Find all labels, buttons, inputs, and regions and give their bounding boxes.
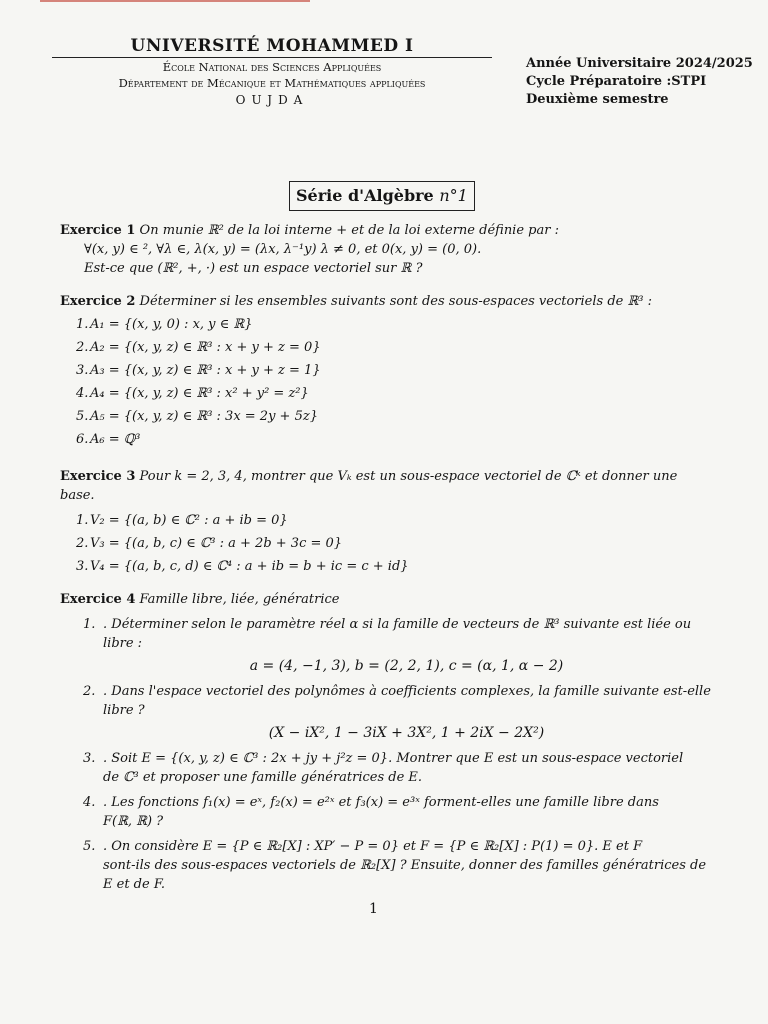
cycle: Cycle Préparatoire :STPI [526,74,707,89]
question-text: libre ? [103,703,145,718]
exercise-4-question-2 [60,682,710,743]
list-item [60,382,710,405]
header-rule [52,57,492,58]
item-number: 2. [76,536,89,551]
question-text: libre : [103,636,143,651]
item-number: 5. [76,409,89,424]
list-item [60,405,710,428]
question-text: . Déterminer selon le paramètre réel α si la famille de vecteurs de ℝ³ suivante est liée ou [103,617,692,632]
item-number: 4. [76,386,89,401]
series-title-number: n°1 [439,186,468,205]
exercise-1-line-2: ∀(x, y) ∈ ², ∀λ ∈, λ(x, y) = (λx, λ⁻¹y) λ ≠ 0, et 0(x, y) = (0, 0). [84,242,482,257]
series-title [289,181,475,211]
question-number: 4. [83,795,96,810]
exercise-2 [60,292,710,451]
item-text: A₂ = {(x, y, z) ∈ ℝ³ : x + y + z = 0} [90,340,321,355]
item-text: A₁ = {(x, y, 0) : x, y ∈ ℝ} [90,317,253,332]
question-number: 2. [83,684,96,699]
question-text: . Dans l'espace vectoriel des polynômes à coefficients complexes, la famille suivante est-elle [103,684,711,699]
question-text: . Les fonctions f₁(x) = eˣ, f₂(x) = e²ˣ et f₃(x) = e³ˣ forment-elles une famille libre dans [103,795,659,810]
page-number: 1 [369,901,378,917]
exercise-4-intro: Famille libre, liée, génératrice [139,592,340,607]
exercise-4-question-3 [60,749,710,787]
question-formula: (X − iX², 1 − 3iX + 3X², 1 + 2iX − 2X²) [268,725,545,741]
question-text: . On considère E = {P ∈ ℝ₂[X] : XP′ − P = 0} et F = {P ∈ ℝ₂[X] : P(1) = 0}. E et F [103,839,643,854]
question-text: F(ℝ, ℝ) ? [103,814,164,829]
semester: Deuxième semestre [526,92,669,107]
exercise-4-question-5 [60,837,710,894]
question-text: de ℂ³ et proposer une famille génératrices de E. [103,770,423,785]
exercise-2-intro: Déterminer si les ensembles suivants sont des sous-espaces vectoriels de ℝ³ : [139,294,653,309]
question-number: 5. [83,839,96,854]
academic-year: Année Universitaire 2024/2025 [526,56,753,71]
scan-edge-mark [40,0,310,2]
item-text: V₂ = {(a, b) ∈ ℂ² : a + ib = 0} [90,513,288,528]
list-item [60,336,710,359]
item-number: 3. [76,559,89,574]
exercise-4-question-4 [60,793,710,831]
city-name: OUJDA [235,93,309,107]
exercise-4-question-1 [60,615,710,676]
item-number: 3. [76,363,89,378]
question-text: E et de F. [103,877,165,892]
item-text: A₃ = {(x, y, z) ∈ ℝ³ : x + y + z = 1} [90,363,321,378]
exercise-4 [60,590,710,900]
exercise-1 [60,221,710,278]
university-name: UNIVERSITÉ MOHAMMED I [130,36,414,56]
question-number: 3. [83,751,96,766]
item-text: V₃ = {(a, b, c) ∈ ℂ³ : a + 2b + 3c = 0} [90,536,343,551]
item-text: A₄ = {(x, y, z) ∈ ℝ³ : x² + y² = z²} [90,386,309,401]
item-text: A₅ = {(x, y, z) ∈ ℝ³ : 3x = 2y + 5z} [90,409,318,424]
exercise-1-line-1: On munie ℝ² de la loi interne + et de la loi externe définie par : [139,223,559,238]
exercise-3 [60,467,710,578]
item-text: V₄ = {(a, b, c, d) ∈ ℂ⁴ : a + ib = b + ic = c + id} [90,559,409,574]
item-number: 1. [76,513,89,528]
list-item [60,555,710,578]
list-item [60,532,710,555]
exercise-1-label: Exercice 1 [60,223,136,238]
exercise-3-list [60,509,710,578]
question-text: . Soit E = {(x, y, z) ∈ ℂ³ : 2x + jy + j²z = 0}. Montrer que E est un sous-espace vectoriel [103,751,684,766]
item-number: 6. [76,432,89,447]
department-name: Département de Mécanique et Mathématiques appliquées [118,76,426,90]
exercise-2-label: Exercice 2 [60,294,136,309]
exercise-1-line-3: Est-ce que (ℝ², +, ·) est un espace vectoriel sur ℝ ? [84,261,423,276]
item-number: 1. [76,317,89,332]
list-item [60,509,710,532]
item-text: A₆ = ℚ³ [90,432,141,447]
exercise-2-list [60,313,710,451]
question-number: 1. [83,617,96,632]
question-text: sont-ils des sous-espaces vectoriels de ℝ₂[X] ? Ensuite, donner des familles génératrices de [103,858,707,873]
list-item [60,359,710,382]
exercise-4-label: Exercice 4 [60,592,136,607]
list-item [60,428,710,451]
school-name: École National des Sciences Appliquées [162,60,382,74]
series-title-text: Série d'Algèbre [296,186,434,205]
exercise-3-label: Exercice 3 [60,469,136,484]
header-institution [52,36,492,109]
question-formula: a = (4, −1, 3), b = (2, 2, 1), c = (α, 1, α − 2) [249,658,564,674]
exercise-3-intro-1: Pour k = 2, 3, 4, montrer que Vₖ est un sous-espace vectoriel de ℂᵏ et donner une [139,469,678,484]
item-number: 2. [76,340,89,355]
list-item [60,313,710,336]
exercise-3-intro-2: base. [60,488,95,503]
header-academic-info [526,55,753,109]
